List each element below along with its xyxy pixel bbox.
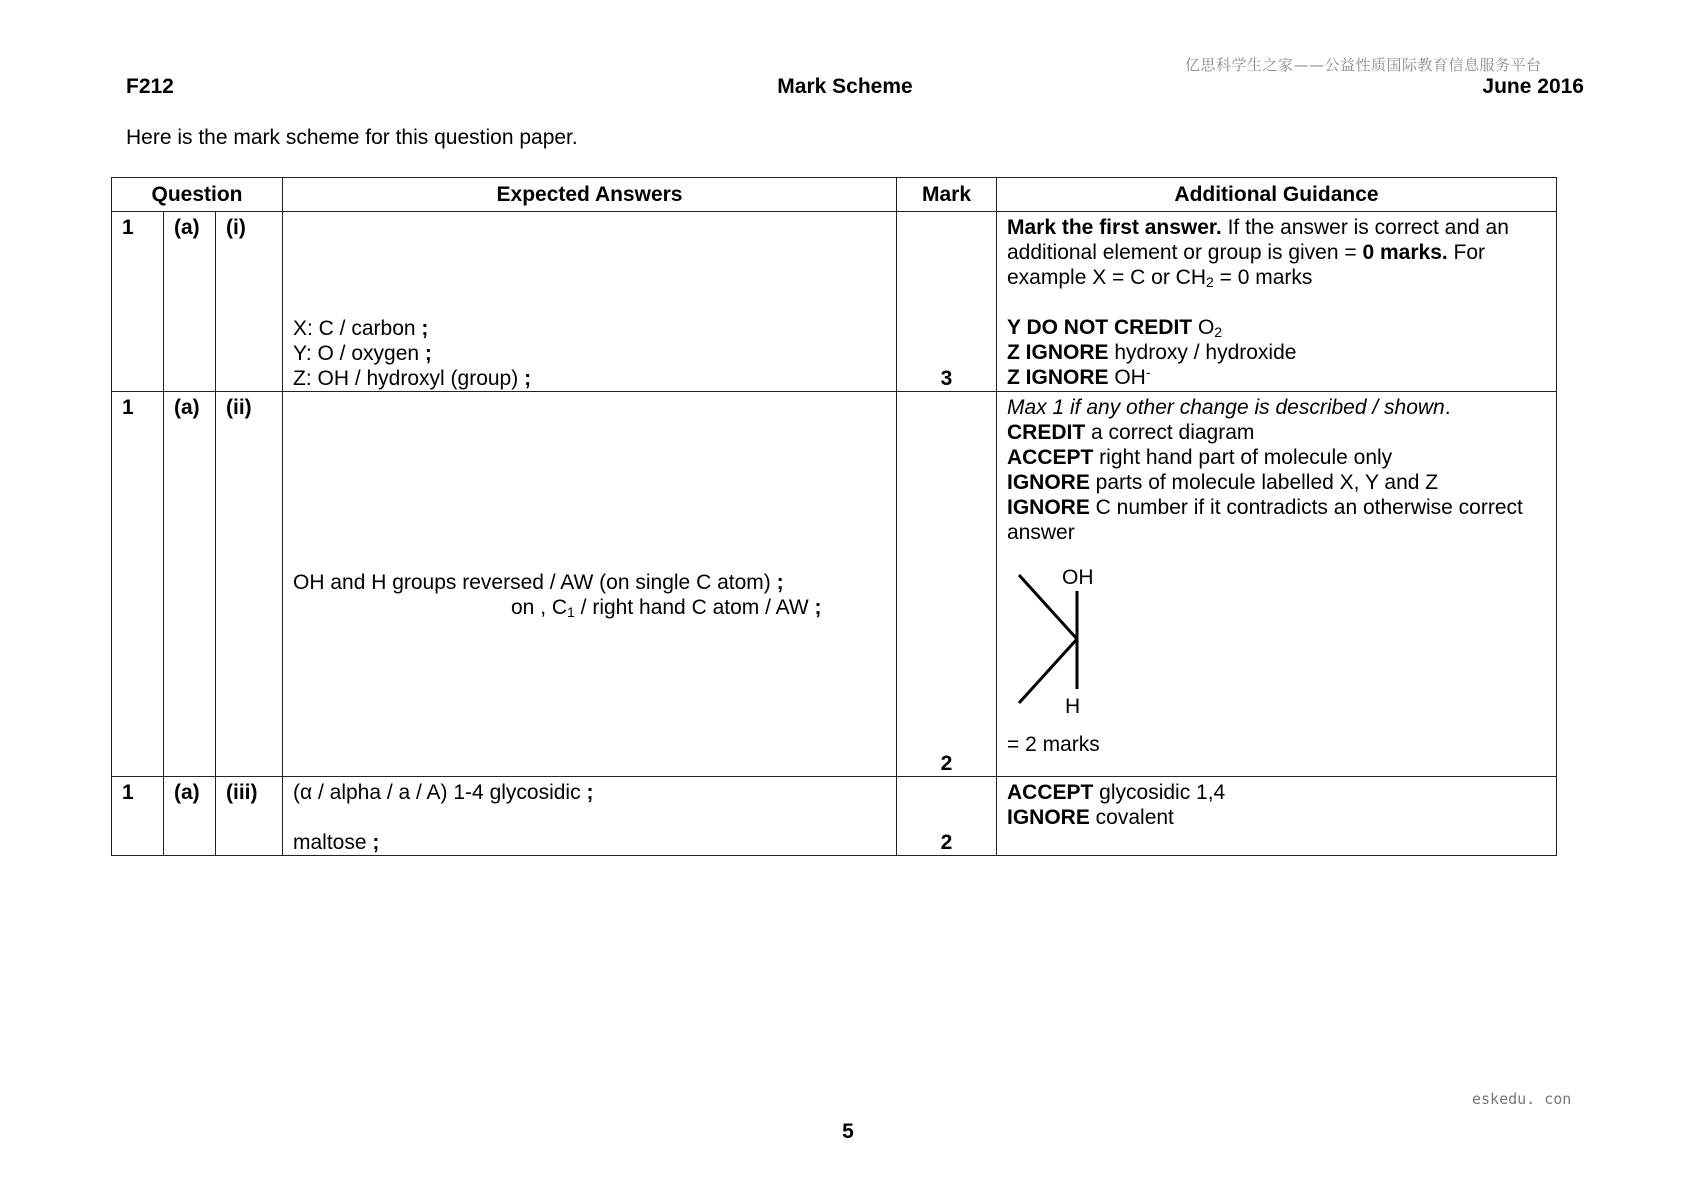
diagram-label-oh: OH [1062,566,1094,589]
footer-watermark: eskedu. con [1472,1090,1572,1108]
answer-separator: ; [586,781,594,804]
guidance-accept: ACCEPT glycosidic 1,4 [1007,781,1226,804]
question-part: (a) [164,212,216,392]
expected-answers-cell [283,212,897,392]
top-watermark: 亿思科学生之家——公益性质国际教育信息服务平台 [1185,56,1542,74]
answer-separator: ; [776,571,784,594]
mark-scheme-table [111,177,1557,856]
header-expected-answers: Expected Answers [283,178,897,212]
question-part: (a) [164,777,216,856]
question-number: 1 [112,212,164,392]
answer-separator: ; [424,342,432,365]
question-subpart: (iii) [216,777,283,856]
guidance-z-ignore-1: Z IGNORE hydroxy / hydroxide [1007,341,1297,364]
answer-line-2: on , $C_1$ / right hand C atom / AW [511,596,809,620]
guidance-cell [997,777,1557,856]
guidance-accept: ACCEPT right hand part of molecule only [1007,446,1393,469]
header-mark: Mark [897,178,997,212]
answer-line-1: (α / alpha / a / A) 1-4 glycosidic [293,781,581,804]
question-part: (a) [164,392,216,777]
header-additional-guidance: Additional Guidance [997,178,1557,212]
guidance-cell [997,212,1557,392]
answer-z: Z: OH / hydroxyl (group) [293,367,519,390]
table-header-row [112,178,1557,212]
answer-separator: ; [372,831,380,854]
expected-answers-cell [283,777,897,856]
guidance-cell [997,392,1557,777]
page-title: Mark Scheme [777,75,913,98]
table-row [112,777,1557,856]
guidance-first-answer: Mark the first answer. If the answer is correct and an additional element or group is given = 0 marks. For example X = C or $CH_2 = 0$ marks [1007,216,1509,290]
intro-text: Here is the mark scheme for this question paper. [126,126,578,149]
molecule-diagram [1007,557,1546,732]
question-number: 1 [112,777,164,856]
mark-value: 2 [897,777,997,856]
question-number: 1 [112,392,164,777]
answer-separator: ; [524,367,532,390]
mark-value: 2 [897,392,997,777]
molecule-lines [1013,571,1153,721]
guidance-y: Y DO NOT CREDIT $O_2$ [1007,316,1223,340]
paper-code: F212 [126,75,174,98]
question-subpart: (ii) [216,392,283,777]
guidance-total: = 2 marks [1007,733,1100,756]
mark-value: 3 [897,212,997,392]
answer-line-1: OH and H groups reversed / AW (on single C atom) [293,571,771,594]
table-row [112,212,1557,392]
answer-separator: ; [421,317,429,340]
guidance-ignore: IGNORE covalent [1007,806,1174,829]
answer-separator: ; [814,596,822,619]
guidance-credit: CREDIT a correct diagram [1007,421,1255,444]
diagram-label-h: H [1065,695,1081,718]
answer-line-2: maltose [293,831,367,854]
question-subpart: (i) [216,212,283,392]
answer-y: Y: O / oxygen [293,342,420,365]
guidance-max: Max 1 if any other change is described / shown. [1007,396,1451,419]
expected-answers-cell [283,392,897,777]
guidance-z-ignore-2: Z IGNORE OH- [1007,364,1151,389]
exam-date: June 2016 [1482,75,1584,98]
guidance-ignore-labels: IGNORE parts of molecule labelled X, Y and Z [1007,471,1439,494]
table-row [112,392,1557,777]
page-number: 5 [842,1120,854,1143]
header-question: Question [112,178,283,212]
guidance-ignore-c-number: IGNORE C number if it contradicts an otherwise correct answer [1007,496,1523,544]
answer-x: X: C / carbon [293,317,416,340]
